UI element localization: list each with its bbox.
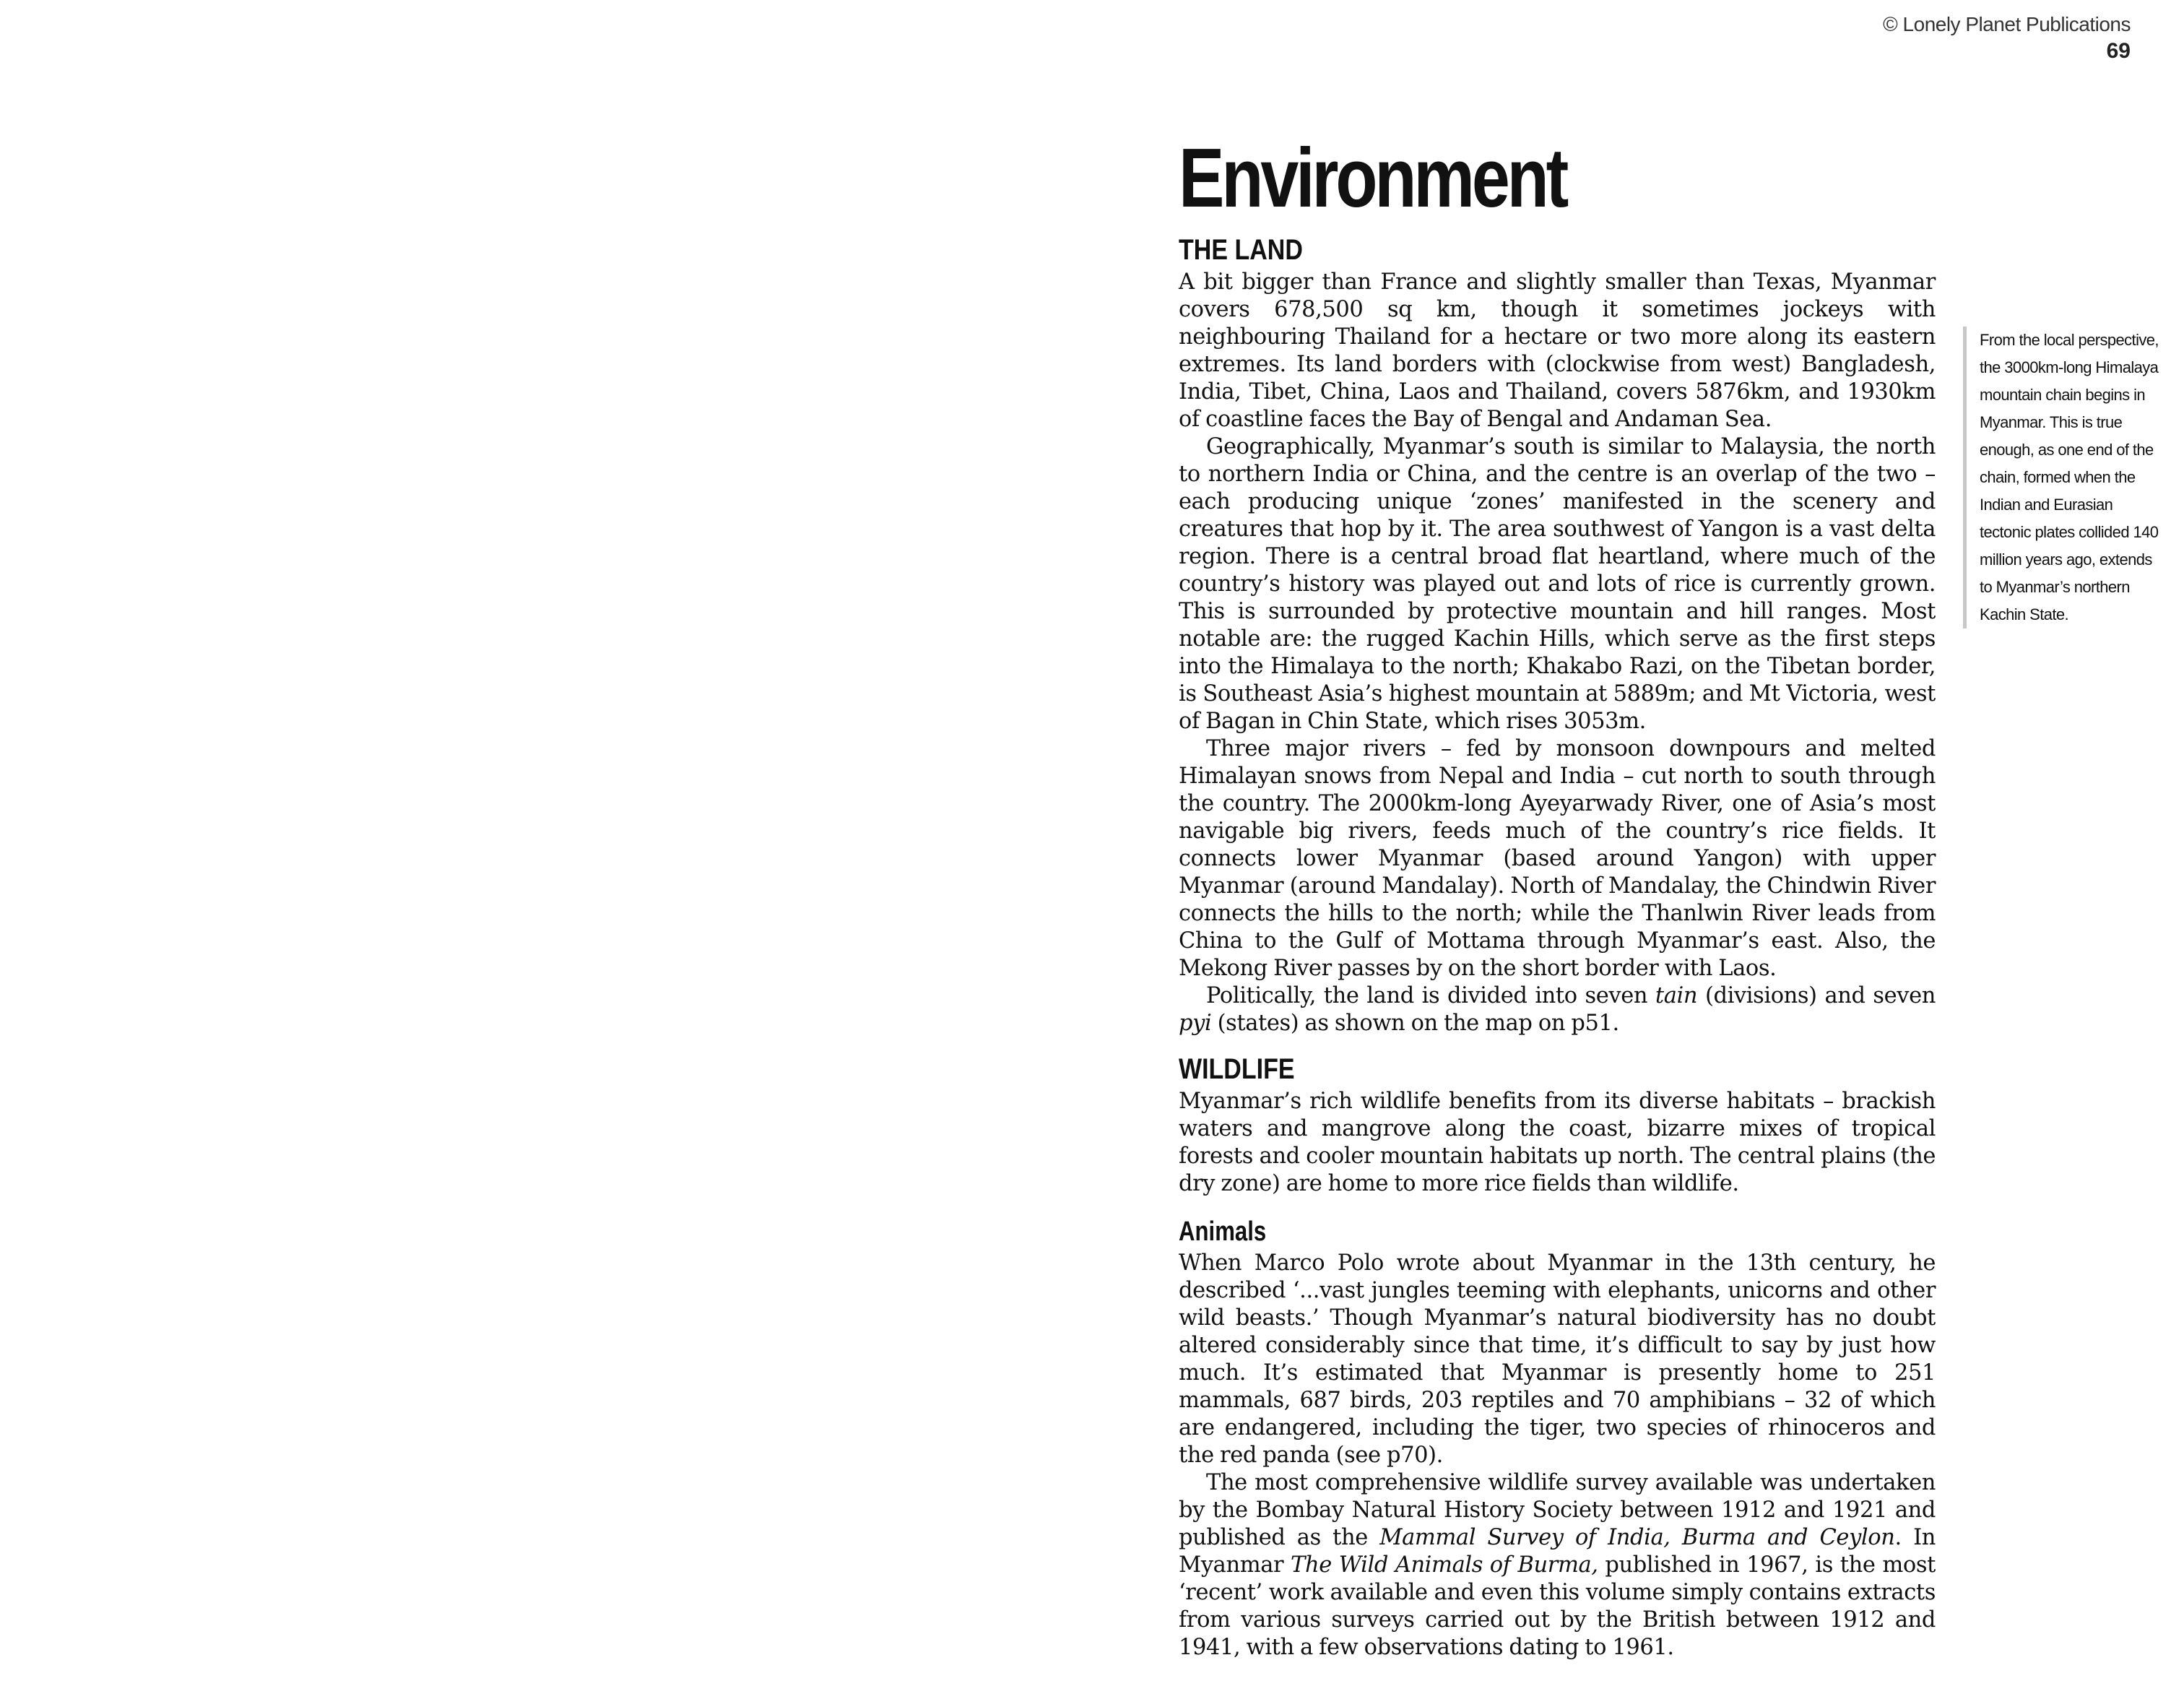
copyright-notice: © Lonely Planet Publications [1883,13,2131,35]
wildlife-paragraph-1: Myanmar’s rich wildlife benefits from its diverse habitats – brackish waters and mangrove along the coast, bizarre mixes of tropical forests and cooler mountain habitats up north. The central plains (the dry zone) are home to more rice fields than wildlife. [1179,1089,1936,1196]
land-p4-text-a: Politically, the land is divided into seven [1206,983,1655,1008]
book-title-wild-animals: The Wild Animals of Burma, [1291,1552,1598,1578]
animals-p2-text-a: The most comprehensive wildlife survey available was undertaken by the Bombay Natural History Society between 1912 and 1921 and published as the [1179,1470,1936,1550]
term-pyi: pyi [1179,1011,1212,1036]
animals-p2-text-b: . In Myanmar [1179,1525,1936,1578]
land-paragraph-3: Three major rivers – fed by monsoon downpours and melted Himalayan snows from Nepal and India – cut north to south through the country. The 2000km-long Ayeyarwady River, one of Asia’s most navigable big rivers, feeds much of the country’s rice fields. It connects lower Myanmar (based around Yangon) with upper Myanmar (around Mandalay). North of Mandalay, the Chindwin River connects the hills to the north; while the Thanlwin River leads from China to the Gulf of Mottama through Myanmar’s east. Also, the Mekong River passes by on the short border with Laos. [1179,736,1936,981]
book-title-mammal-survey: Mammal Survey of India, Burma and Ceylon [1379,1525,1895,1550]
land-p4-text-c: (states) as shown on the map on p51. [1211,1011,1619,1036]
main-column [1179,131,1936,1661]
animals-paragraph-1: When Marco Polo wrote about Myanmar in the 13th century, he described ‘...vast jungles teeming with elephants, unicorns and other wild beasts.’ Though Myanmar’s natural biodiversity has no doubt altered considerably since that time, it’s difficult to say by just how much. It’s estimated that Myanmar is presently home to 251 mammals, 687 birds, 203 reptiles and 70 amphibians – 32 of which are endangered, including the tiger, two species of rhinoceros and the red panda (see p70). [1179,1250,1936,1468]
section-heading-the-land: THE LAND [1179,234,1303,266]
section-heading-wildlife: WILDLIFE [1179,1053,1295,1085]
margin-note: From the local perspective, the 3000km-long Himalaya mountain chain begins in Myanmar. This is true enough, as one end of the chain, formed when the Indian and Eurasian tectonic plates collided 140 million years ago, extends to Myanmar’s northern Kachin State. [1963,327,2167,628]
term-tain: tain [1655,983,1698,1008]
chapter-title: Environment [1179,131,1566,225]
land-p4-text-b: (divisions) and seven [1697,983,1936,1008]
animals-paragraph-2 [1179,1469,1936,1661]
page-number: 69 [2106,39,2131,63]
land-paragraph-4 [1179,982,1936,1037]
animals-p2-text-c: published in 1967, is the most ‘recent’ work available and even this volume simply contains extracts from various surveys carried out by the British between 1912 and 1941, with a few observations dating to 1961. [1179,1552,1936,1660]
land-paragraph-1: A bit bigger than France and slightly smaller than Texas, Myanmar covers 678,500 sq km, though it sometimes jockeys with neighbouring Thailand for a hectare or two more along its eastern extremes. Its land borders with (clockwise from west) Bangladesh, India, Tibet, China, Laos and Thailand, covers 5876km, and 1930km of coastline faces the Bay of Bengal and Andaman Sea. [1179,269,1936,432]
subsection-heading-animals: Animals [1179,1217,1267,1247]
land-paragraph-2: Geographically, Myanmar’s south is similar to Malaysia, the north to northern India or China, and the centre is an overlap of the two – each producing unique ‘zones’ manifested in the scenery and creatures that hop by it. The area southwest of Yangon is a vast delta region. There is a central broad flat heartland, where much of the country’s history was played out and lots of rice is currently grown. This is surrounded by protective mountain and hill ranges. Most notable are: the rugged Kachin Hills, which serve as the first steps into the Himalaya to the north; Khakabo Razi, on the Tibetan border, is Southeast Asia’s highest mountain at 5889m; and Mt Victoria, west of Bagan in Chin State, which rises 3053m. [1179,434,1936,734]
